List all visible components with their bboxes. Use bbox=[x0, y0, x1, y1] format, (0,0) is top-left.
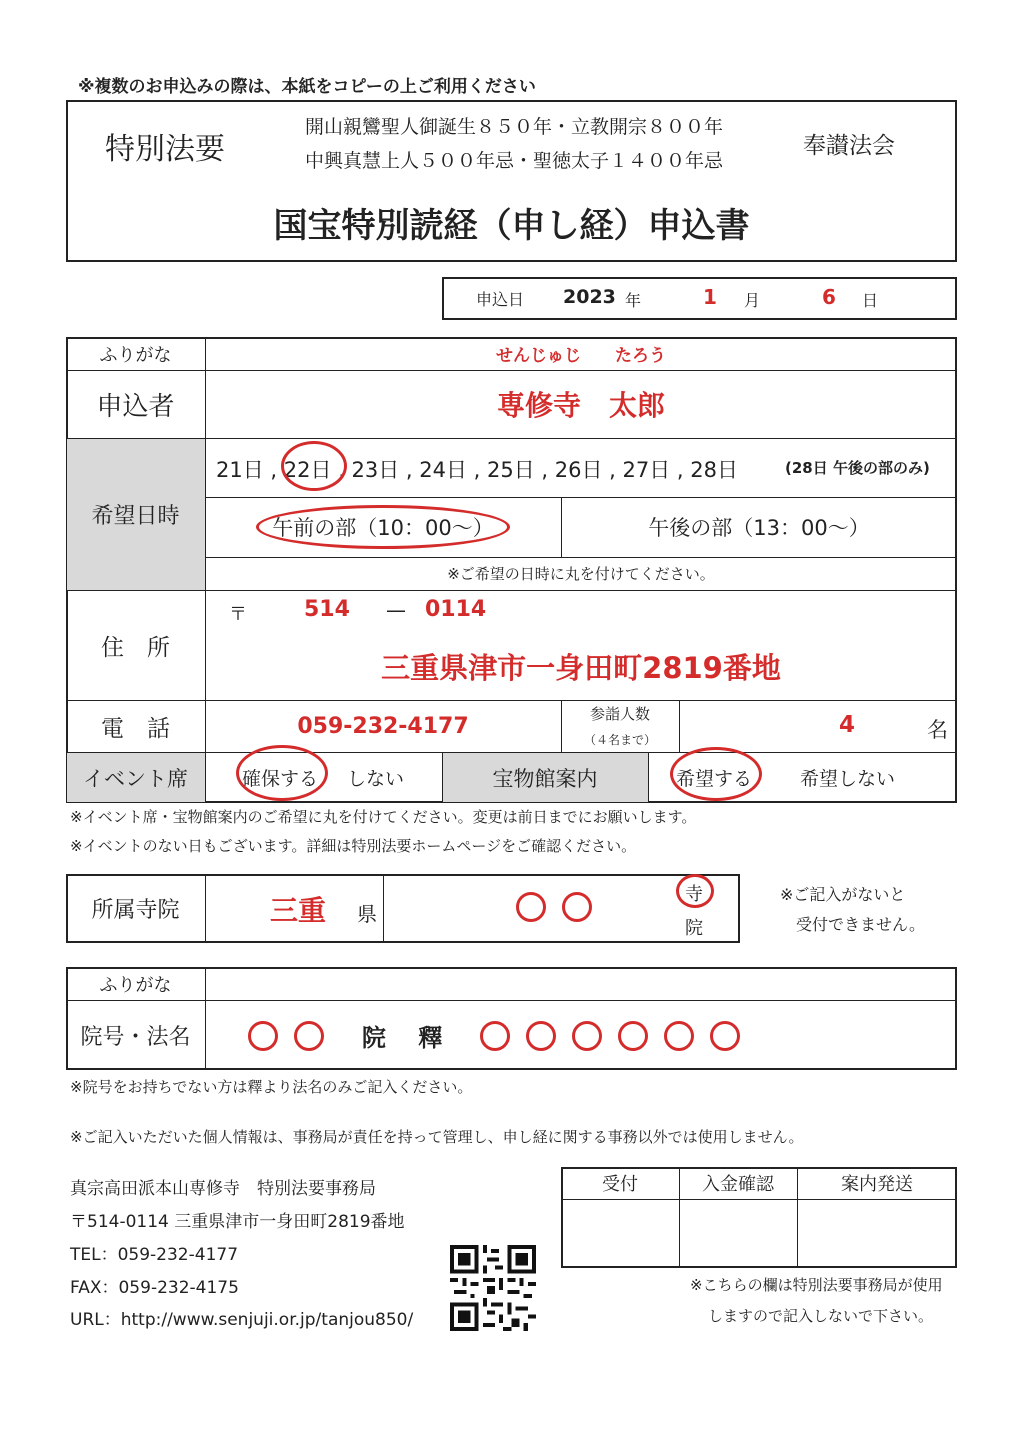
temple-name-circles[interactable] bbox=[508, 892, 600, 922]
furigana-label: ふりがな bbox=[99, 344, 172, 366]
days-note: (28日 午後の部のみ) bbox=[785, 459, 930, 477]
footer-tel: TEL：059-232-4177 bbox=[70, 1245, 239, 1265]
people-label: 参詣人数 bbox=[589, 704, 650, 723]
date-day[interactable]: 6 bbox=[822, 285, 836, 309]
circle-mark-icon bbox=[480, 1021, 510, 1051]
shaku-char: 釋 bbox=[418, 1024, 443, 1052]
circle-mark-icon bbox=[248, 1021, 278, 1051]
event-note-2: ※イベントのない日もございます。詳細は特別法要ホームページをご確認ください。 bbox=[70, 837, 637, 855]
office-note-2: しますので記入しないで下さい。 bbox=[708, 1307, 934, 1325]
schedule-circle-note: ※ご希望の日時に丸を付けてください。 bbox=[447, 565, 715, 583]
circle-mark-icon bbox=[618, 1021, 648, 1051]
date-label: 申込日 bbox=[476, 290, 525, 309]
temple-note-1: ※ご記入がないと bbox=[780, 885, 906, 904]
hosan-label: 奉讃法会 bbox=[803, 133, 895, 159]
temple-suffix-ji[interactable]: 寺 bbox=[685, 884, 703, 905]
privacy-note: ※ご記入いただいた個人情報は、事務局が責任を持って管理し、申し経に関する事務以外では使用しません。 bbox=[70, 1128, 804, 1146]
museum-label: 宝物館案内 bbox=[492, 766, 598, 791]
circle-mark-icon bbox=[516, 892, 546, 922]
event-no[interactable]: しない bbox=[347, 768, 405, 790]
temple-prefecture[interactable]: 三重 bbox=[270, 894, 327, 927]
event-label: イベント席 bbox=[83, 766, 188, 791]
office-col-reception: 受付 bbox=[602, 1174, 638, 1195]
office-col-payment: 入金確認 bbox=[702, 1174, 774, 1195]
museum-yes-circle bbox=[670, 747, 762, 801]
footer-address: 〒514-0114 三重県津市一身田町2819番地 bbox=[70, 1212, 405, 1232]
office-col-notice: 案内発送 bbox=[841, 1174, 913, 1195]
applicant-label: 申込者 bbox=[96, 391, 175, 422]
copy-note: ※複数のお申込みの際は、本紙をコピーの上ご利用ください bbox=[78, 77, 536, 97]
temple-ji-circle bbox=[676, 874, 714, 908]
event-note-1: ※イベント席・宝物館案内のご希望に丸を付けてください。変更は前日までにお願いします。 bbox=[70, 808, 697, 826]
circle-mark-icon bbox=[526, 1021, 556, 1051]
temple-suffix-in[interactable]: 院 bbox=[685, 918, 703, 939]
schedule-label: 希望日時 bbox=[91, 503, 180, 529]
morning-selected-circle bbox=[256, 505, 510, 549]
phone-label: 電 話 bbox=[101, 715, 170, 742]
schedule-days[interactable]: 21日 , 22日 , 23日 , 24日 , 25日 , 26日 , 27日 , 28日 bbox=[216, 458, 738, 482]
homyo-note: ※院号をお持ちでない方は釋より法名のみご記入ください。 bbox=[70, 1078, 473, 1096]
form-title: 国宝特別読経（申し経）申込書 bbox=[273, 206, 750, 246]
museum-no[interactable]: 希望しない bbox=[800, 768, 896, 790]
special-label: 特別法要 bbox=[105, 132, 225, 167]
address-label: 住 所 bbox=[101, 634, 170, 661]
date-year[interactable]: 2023 bbox=[563, 286, 616, 308]
event-yes[interactable]: 確保する bbox=[242, 768, 319, 790]
applicant-furigana[interactable]: せんじゅじ たろう bbox=[496, 346, 666, 366]
circle-mark-icon bbox=[294, 1021, 324, 1051]
circle-mark-icon bbox=[572, 1021, 602, 1051]
homyo-furigana-label: ふりがな bbox=[99, 974, 172, 996]
month-label: 月 bbox=[744, 291, 761, 310]
office-note-1: ※こちらの欄は特別法要事務局が使用 bbox=[690, 1276, 943, 1294]
footer-url[interactable]: URL：http://www.senjuji.or.jp/tanjou850/ bbox=[70, 1310, 414, 1330]
afternoon-session[interactable]: 午後の部（13：00〜） bbox=[648, 516, 870, 540]
people-sub: （４名まで） bbox=[583, 732, 656, 747]
people-count[interactable]: 4 bbox=[839, 712, 856, 738]
applicant-name[interactable]: 専修寺 太郎 bbox=[496, 389, 665, 422]
people-unit: 名 bbox=[927, 718, 948, 742]
zip-second[interactable]: 0114 bbox=[425, 597, 487, 622]
zip-dash: — bbox=[386, 598, 406, 622]
in-char: 院 bbox=[361, 1024, 386, 1052]
phone-number[interactable]: 059-232-4177 bbox=[297, 713, 469, 739]
year-label: 年 bbox=[625, 291, 642, 310]
footer-fax: FAX：059-232-4175 bbox=[70, 1278, 239, 1298]
footer-org: 真宗高田派本山専修寺 特別法要事務局 bbox=[70, 1179, 376, 1199]
postal-mark: 〒 bbox=[229, 604, 247, 625]
header-line1: 開山親鸞聖人御誕生８５０年・立教開宗８００年 bbox=[305, 116, 724, 138]
museum-yes[interactable]: 希望する bbox=[676, 768, 753, 790]
date-month[interactable]: 1 bbox=[703, 285, 717, 309]
zip-first[interactable]: 514 bbox=[304, 597, 350, 622]
qr-code-icon[interactable] bbox=[450, 1245, 536, 1331]
temple-label: 所属寺院 bbox=[91, 898, 180, 923]
homyo-label: 院号・法名 bbox=[80, 1024, 191, 1050]
selected-day-circle bbox=[281, 441, 347, 491]
circle-mark-icon bbox=[710, 1021, 740, 1051]
circle-mark-icon bbox=[664, 1021, 694, 1051]
temple-note-2: 受付できません。 bbox=[796, 915, 925, 934]
event-yes-circle bbox=[236, 745, 328, 801]
day-label: 日 bbox=[862, 291, 879, 310]
morning-session[interactable]: 午前の部（10：00〜） bbox=[272, 516, 494, 540]
homyo-entry[interactable] bbox=[240, 1018, 748, 1053]
prefecture-suffix: 県 bbox=[357, 902, 377, 926]
address-text[interactable]: 三重県津市一身田町2819番地 bbox=[381, 650, 781, 685]
circle-mark-icon bbox=[562, 892, 592, 922]
header-line2: 中興真慧上人５００年忌・聖徳太子１４００年忌 bbox=[305, 150, 724, 172]
